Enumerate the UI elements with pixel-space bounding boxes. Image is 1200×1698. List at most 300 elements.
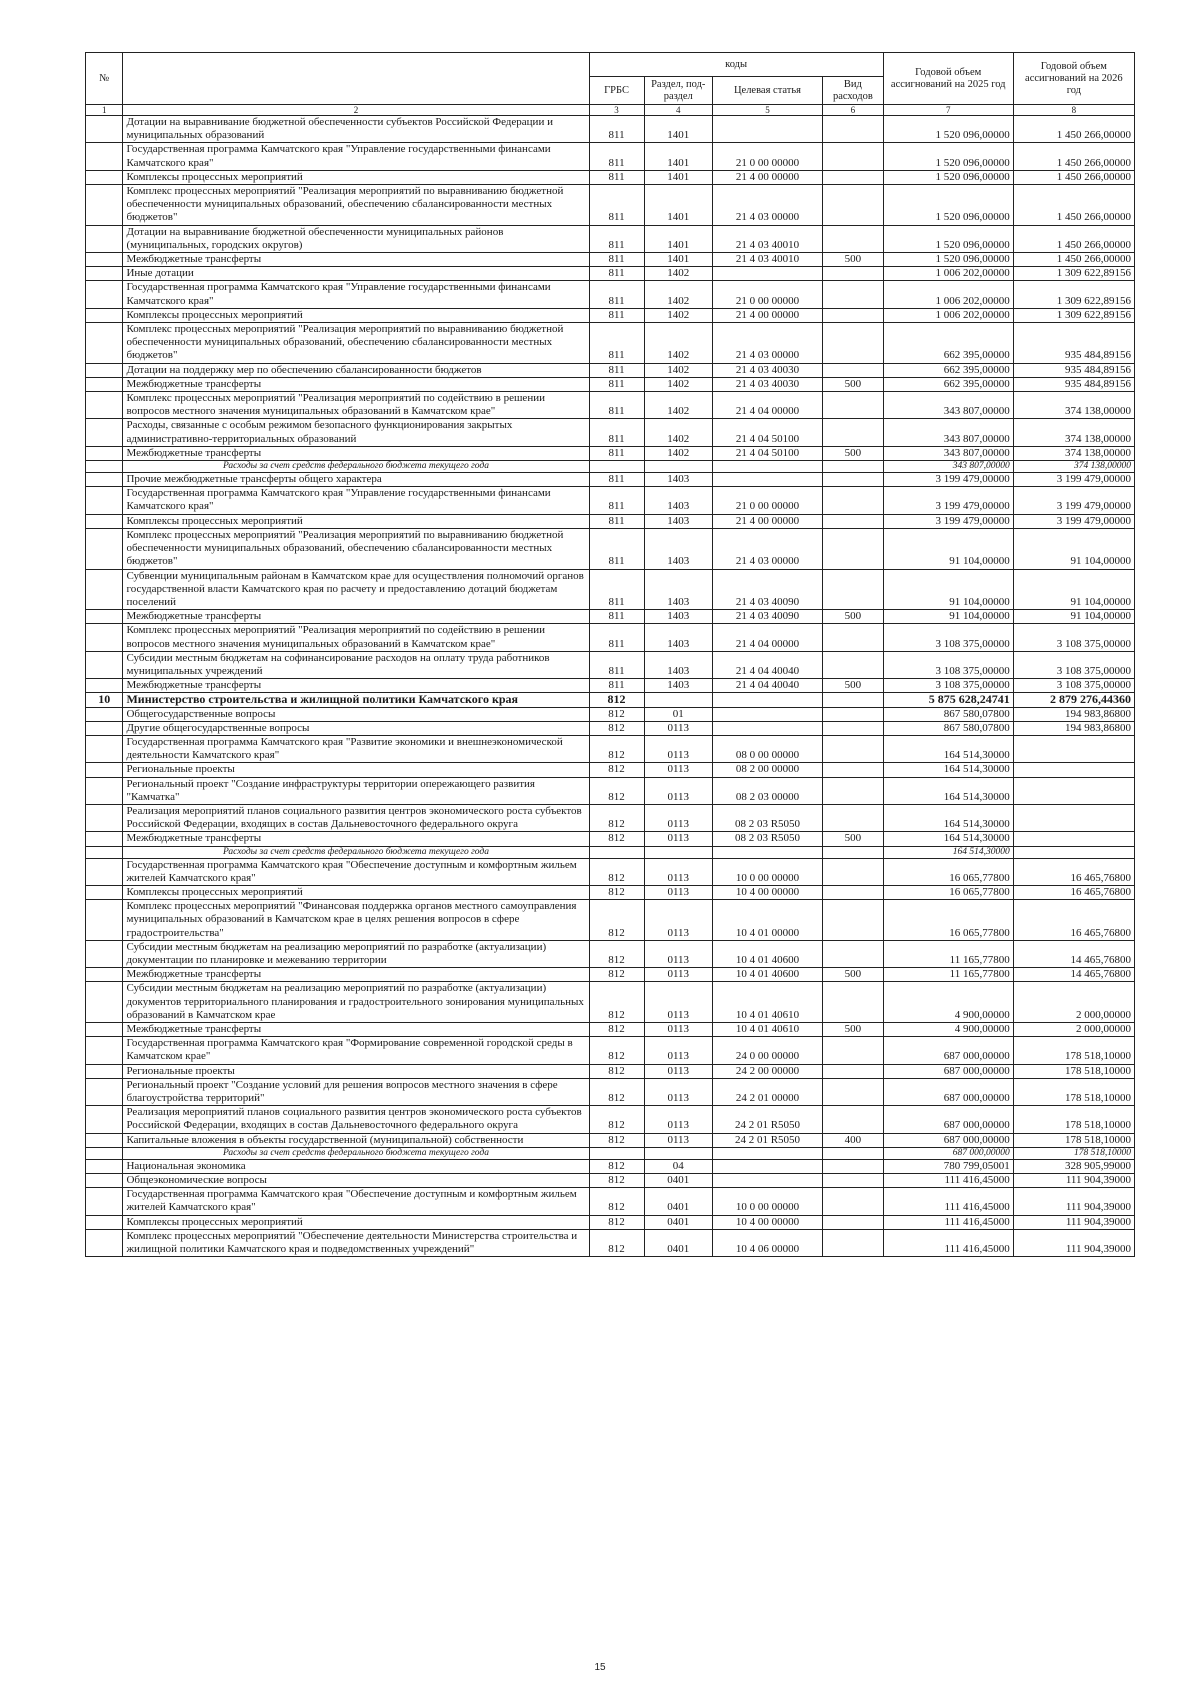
amount-2025: 343 807,00000 bbox=[883, 461, 1013, 473]
amount-2026: 194 983,86800 bbox=[1013, 721, 1134, 735]
colnum-8: 8 bbox=[1013, 105, 1134, 116]
section-code: 1403 bbox=[644, 610, 712, 624]
expense-type bbox=[823, 528, 884, 569]
expense-type bbox=[823, 940, 884, 967]
amount-2025: 164 514,30000 bbox=[883, 804, 1013, 831]
expense-name: Расходы, связанные с особым режимом безопасного функционирования закрытых административно-территориальных образований bbox=[123, 419, 589, 446]
expense-name: Общеэкономические вопросы bbox=[123, 1174, 589, 1188]
expense-name: Дотации на выравнивание бюджетной обеспеченности субъектов Российской Федерации и муниципальных образований bbox=[123, 116, 589, 143]
row-number bbox=[86, 253, 123, 267]
expense-name: Региональные проекты bbox=[123, 1064, 589, 1078]
expense-name: Межбюджетные трансферты bbox=[123, 1023, 589, 1037]
expense-type bbox=[823, 721, 884, 735]
row-number bbox=[86, 377, 123, 391]
target-article: 21 4 03 00000 bbox=[712, 323, 822, 364]
section-code: 0113 bbox=[644, 1133, 712, 1147]
row-number bbox=[86, 858, 123, 885]
amount-2026: 935 484,89156 bbox=[1013, 323, 1134, 364]
grbs-code: 812 bbox=[589, 1188, 644, 1215]
grbs-code: 812 bbox=[589, 1133, 644, 1147]
amount-2026: 374 138,00000 bbox=[1013, 446, 1134, 460]
target-article bbox=[712, 707, 822, 721]
row-number bbox=[86, 940, 123, 967]
table-row bbox=[86, 777, 1135, 804]
amount-2025: 662 395,00000 bbox=[883, 363, 1013, 377]
section-code: 1402 bbox=[644, 323, 712, 364]
section-code: 04 bbox=[644, 1159, 712, 1173]
table-row bbox=[86, 473, 1135, 487]
target-article: 10 0 00 00000 bbox=[712, 858, 822, 885]
grbs-code: 812 bbox=[589, 1215, 644, 1229]
section-code: 1403 bbox=[644, 569, 712, 610]
target-article: 08 2 03 R5050 bbox=[712, 832, 822, 846]
target-article: 21 4 00 00000 bbox=[712, 170, 822, 184]
section-code: 0113 bbox=[644, 982, 712, 1023]
amount-2025: 164 514,30000 bbox=[883, 846, 1013, 858]
expense-type: 500 bbox=[823, 1023, 884, 1037]
target-article: 10 4 06 00000 bbox=[712, 1229, 822, 1256]
table-row bbox=[86, 143, 1135, 170]
amount-2025: 91 104,00000 bbox=[883, 569, 1013, 610]
expense-type bbox=[823, 281, 884, 308]
row-number bbox=[86, 461, 123, 473]
expense-name: Региональные проекты bbox=[123, 763, 589, 777]
table-row bbox=[86, 446, 1135, 460]
expense-name: Капитальные вложения в объекты государственной (муниципальной) собственности bbox=[123, 1133, 589, 1147]
row-number bbox=[86, 651, 123, 678]
amount-2025: 164 514,30000 bbox=[883, 832, 1013, 846]
expense-type bbox=[823, 225, 884, 252]
grbs-code: 812 bbox=[589, 1159, 644, 1173]
table-row bbox=[86, 900, 1135, 941]
expense-name: Государственная программа Камчатского края "Управление государственными финансами Камчатского края" bbox=[123, 281, 589, 308]
target-article: 21 4 04 40040 bbox=[712, 651, 822, 678]
expense-name: Государственная программа Камчатского края "Обеспечение доступным и комфортным жильем жителей Камчатского края" bbox=[123, 1188, 589, 1215]
section-code: 0113 bbox=[644, 763, 712, 777]
table-row bbox=[86, 968, 1135, 982]
amount-2026: 1 450 266,00000 bbox=[1013, 253, 1134, 267]
table-row bbox=[86, 1215, 1135, 1229]
header-codes: коды bbox=[589, 53, 883, 77]
target-article bbox=[712, 116, 822, 143]
table-row bbox=[86, 116, 1135, 143]
row-number bbox=[86, 1023, 123, 1037]
table-row bbox=[86, 885, 1135, 899]
grbs-code: 811 bbox=[589, 377, 644, 391]
amount-2026: 328 905,99000 bbox=[1013, 1159, 1134, 1173]
table-row bbox=[86, 763, 1135, 777]
amount-2026 bbox=[1013, 763, 1134, 777]
expense-name: Прочие межбюджетные трансферты общего характера bbox=[123, 473, 589, 487]
amount-2025: 111 416,45000 bbox=[883, 1188, 1013, 1215]
expense-name: Государственная программа Камчатского края "Управление государственными финансами Камчатского края" bbox=[123, 487, 589, 514]
section-code: 1402 bbox=[644, 281, 712, 308]
target-article: 21 0 00 00000 bbox=[712, 487, 822, 514]
amount-2025: 687 000,00000 bbox=[883, 1147, 1013, 1159]
header-razdel: Раздел, под-раздел bbox=[644, 77, 712, 105]
row-number bbox=[86, 1159, 123, 1173]
amount-2025: 11 165,77800 bbox=[883, 940, 1013, 967]
target-article: 21 4 00 00000 bbox=[712, 514, 822, 528]
colnum-3: 3 bbox=[589, 105, 644, 116]
expense-type bbox=[823, 735, 884, 762]
expense-name: Межбюджетные трансферты bbox=[123, 968, 589, 982]
grbs-code: 812 bbox=[589, 693, 644, 707]
expense-type bbox=[823, 473, 884, 487]
amount-2026: 111 904,39000 bbox=[1013, 1174, 1134, 1188]
section-code: 0113 bbox=[644, 1037, 712, 1064]
table-row bbox=[86, 253, 1135, 267]
expense-type bbox=[823, 170, 884, 184]
row-number bbox=[86, 1174, 123, 1188]
target-article bbox=[712, 1147, 822, 1159]
expense-type bbox=[823, 569, 884, 610]
table-row bbox=[86, 982, 1135, 1023]
row-number bbox=[86, 707, 123, 721]
grbs-code: 811 bbox=[589, 487, 644, 514]
expense-name: Комплекс процессных мероприятий "Обеспечение деятельности Министерства строительства и жилищной политики Камчатского края и подведомственных учреждений" bbox=[123, 1229, 589, 1256]
grbs-code: 812 bbox=[589, 1037, 644, 1064]
budget-table-page bbox=[85, 52, 1135, 1257]
amount-2026: 1 309 622,89156 bbox=[1013, 308, 1134, 322]
amount-2025: 662 395,00000 bbox=[883, 377, 1013, 391]
grbs-code: 812 bbox=[589, 735, 644, 762]
expense-name: Министерство строительства и жилищной политики Камчатского края bbox=[123, 693, 589, 707]
amount-2026: 3 199 479,00000 bbox=[1013, 473, 1134, 487]
amount-2026: 3 199 479,00000 bbox=[1013, 514, 1134, 528]
grbs-code: 812 bbox=[589, 940, 644, 967]
target-article bbox=[712, 1159, 822, 1173]
expense-name: Региональный проект "Создание инфраструктуры территории опережающего развития "Камчатка" bbox=[123, 777, 589, 804]
target-article bbox=[712, 267, 822, 281]
expense-name: Комплекс процессных мероприятий "Реализация мероприятий по выравниванию бюджетной обеспеченности муниципальных образований, обеспечению сбалансированности местных бюджетов" bbox=[123, 323, 589, 364]
row-number bbox=[86, 763, 123, 777]
expense-type bbox=[823, 693, 884, 707]
table-row bbox=[86, 392, 1135, 419]
expense-type: 500 bbox=[823, 253, 884, 267]
expense-name: Комплекс процессных мероприятий "Реализация мероприятий по выравниванию бюджетной обеспеченности муниципальных образований, обеспечению сбалансированности местных бюджетов" bbox=[123, 185, 589, 226]
amount-2026: 935 484,89156 bbox=[1013, 377, 1134, 391]
expense-name: Межбюджетные трансферты bbox=[123, 679, 589, 693]
section-code: 0401 bbox=[644, 1174, 712, 1188]
grbs-code: 812 bbox=[589, 804, 644, 831]
table-row bbox=[86, 323, 1135, 364]
amount-2025: 1 520 096,00000 bbox=[883, 116, 1013, 143]
amount-2026: 1 309 622,89156 bbox=[1013, 267, 1134, 281]
table-row bbox=[86, 1133, 1135, 1147]
target-article: 10 4 00 00000 bbox=[712, 1215, 822, 1229]
row-number bbox=[86, 846, 123, 858]
target-article: 08 0 00 00000 bbox=[712, 735, 822, 762]
row-number bbox=[86, 323, 123, 364]
amount-2025: 343 807,00000 bbox=[883, 392, 1013, 419]
section-code: 1402 bbox=[644, 377, 712, 391]
target-article bbox=[712, 693, 822, 707]
colnum-2: 2 bbox=[123, 105, 589, 116]
header-2026: Годовой объем ассигнований на 2026 год bbox=[1013, 53, 1134, 105]
section-code: 0113 bbox=[644, 885, 712, 899]
expense-name: Государственная программа Камчатского края "Развитие экономики и внешнеэкономической деятельности Камчатского края" bbox=[123, 735, 589, 762]
expense-type bbox=[823, 1159, 884, 1173]
page-number: 15 bbox=[594, 1662, 606, 1673]
expense-type bbox=[823, 1106, 884, 1133]
section-code: 1401 bbox=[644, 253, 712, 267]
table-row bbox=[86, 281, 1135, 308]
table-body bbox=[86, 105, 1135, 1257]
amount-2026: 3 108 375,00000 bbox=[1013, 679, 1134, 693]
amount-2026: 178 518,10000 bbox=[1013, 1106, 1134, 1133]
amount-2025: 16 065,77800 bbox=[883, 858, 1013, 885]
amount-2026: 1 450 266,00000 bbox=[1013, 185, 1134, 226]
grbs-code: 812 bbox=[589, 777, 644, 804]
expense-name: Дотации на выравнивание бюджетной обеспеченности муниципальных районов (муниципальных, городских округов) bbox=[123, 225, 589, 252]
target-article bbox=[712, 846, 822, 858]
expense-name: Другие общегосударственные вопросы bbox=[123, 721, 589, 735]
amount-2026: 16 465,76800 bbox=[1013, 885, 1134, 899]
amount-2025: 687 000,00000 bbox=[883, 1133, 1013, 1147]
header-vid: Вид расходов bbox=[823, 77, 884, 105]
expense-type: 500 bbox=[823, 832, 884, 846]
amount-2026: 178 518,10000 bbox=[1013, 1147, 1134, 1159]
amount-2026: 194 983,86800 bbox=[1013, 707, 1134, 721]
amount-2025: 4 900,00000 bbox=[883, 1023, 1013, 1037]
expense-name: Дотации на поддержку мер по обеспечению сбалансированности бюджетов bbox=[123, 363, 589, 377]
amount-2026: 111 904,39000 bbox=[1013, 1215, 1134, 1229]
expense-type bbox=[823, 1174, 884, 1188]
target-article bbox=[712, 721, 822, 735]
section-code: 0113 bbox=[644, 721, 712, 735]
grbs-code: 812 bbox=[589, 858, 644, 885]
section-code: 1401 bbox=[644, 143, 712, 170]
amount-2025: 1 520 096,00000 bbox=[883, 143, 1013, 170]
expense-name: Комплекс процессных мероприятий "Реализация мероприятий по содействию в решении вопросов местного значения муниципальных образований в Камчатском крае" bbox=[123, 624, 589, 651]
amount-2025: 343 807,00000 bbox=[883, 419, 1013, 446]
section-code: 1403 bbox=[644, 487, 712, 514]
row-number bbox=[86, 281, 123, 308]
grbs-code bbox=[589, 1147, 644, 1159]
target-article: 10 4 01 40610 bbox=[712, 982, 822, 1023]
amount-2026: 178 518,10000 bbox=[1013, 1064, 1134, 1078]
grbs-code: 811 bbox=[589, 267, 644, 281]
amount-2025: 780 799,05001 bbox=[883, 1159, 1013, 1173]
section-code: 1402 bbox=[644, 363, 712, 377]
section-code bbox=[644, 461, 712, 473]
target-article: 10 4 01 40600 bbox=[712, 940, 822, 967]
section-code: 1403 bbox=[644, 473, 712, 487]
expense-type bbox=[823, 116, 884, 143]
target-article: 10 4 01 40600 bbox=[712, 968, 822, 982]
amount-2026: 91 104,00000 bbox=[1013, 528, 1134, 569]
expense-name: Государственная программа Камчатского края "Формирование современной городской среды в Камчатском крае" bbox=[123, 1037, 589, 1064]
section-code: 1403 bbox=[644, 528, 712, 569]
expense-type bbox=[823, 1064, 884, 1078]
grbs-code: 811 bbox=[589, 624, 644, 651]
grbs-code: 811 bbox=[589, 185, 644, 226]
target-article: 24 2 01 R5050 bbox=[712, 1106, 822, 1133]
expense-type bbox=[823, 419, 884, 446]
section-code: 01 bbox=[644, 707, 712, 721]
grbs-code: 812 bbox=[589, 968, 644, 982]
federal-budget-row bbox=[86, 461, 1135, 473]
table-row bbox=[86, 858, 1135, 885]
expense-type bbox=[823, 707, 884, 721]
target-article: 10 4 01 40610 bbox=[712, 1023, 822, 1037]
expense-name: Общегосударственные вопросы bbox=[123, 707, 589, 721]
row-number bbox=[86, 1188, 123, 1215]
target-article: 08 2 03 00000 bbox=[712, 777, 822, 804]
table-row bbox=[86, 419, 1135, 446]
federal-budget-row bbox=[86, 846, 1135, 858]
row-number bbox=[86, 1147, 123, 1159]
amount-2026 bbox=[1013, 832, 1134, 846]
grbs-code: 812 bbox=[589, 1023, 644, 1037]
amount-2025: 3 199 479,00000 bbox=[883, 514, 1013, 528]
section-code: 1401 bbox=[644, 116, 712, 143]
expense-type bbox=[823, 267, 884, 281]
amount-2025: 1 006 202,00000 bbox=[883, 267, 1013, 281]
expense-type bbox=[823, 1147, 884, 1159]
grbs-code: 812 bbox=[589, 832, 644, 846]
grbs-code: 812 bbox=[589, 1106, 644, 1133]
grbs-code: 811 bbox=[589, 363, 644, 377]
section-code: 1402 bbox=[644, 419, 712, 446]
grbs-code: 812 bbox=[589, 721, 644, 735]
table-row bbox=[86, 832, 1135, 846]
expense-name: Межбюджетные трансферты bbox=[123, 832, 589, 846]
header-name bbox=[123, 53, 589, 105]
colnum-6: 6 bbox=[823, 105, 884, 116]
expense-name: Субсидии местным бюджетам на реализацию мероприятий по разработке (актуализации) документов территориального планирования и градостроительного зонирования муниципальных образований в Камчатском крае bbox=[123, 982, 589, 1023]
amount-2026: 16 465,76800 bbox=[1013, 858, 1134, 885]
section-code: 1403 bbox=[644, 514, 712, 528]
target-article: 24 0 00 00000 bbox=[712, 1037, 822, 1064]
section-code: 0113 bbox=[644, 1064, 712, 1078]
expense-name: Комплексы процессных мероприятий bbox=[123, 308, 589, 322]
target-article: 21 4 03 40030 bbox=[712, 377, 822, 391]
expense-type bbox=[823, 323, 884, 364]
grbs-code: 811 bbox=[589, 651, 644, 678]
table-row bbox=[86, 651, 1135, 678]
colnum-7: 7 bbox=[883, 105, 1013, 116]
section-code: 1403 bbox=[644, 651, 712, 678]
amount-2026: 178 518,10000 bbox=[1013, 1037, 1134, 1064]
amount-2026: 1 450 266,00000 bbox=[1013, 225, 1134, 252]
expense-type: 500 bbox=[823, 679, 884, 693]
amount-2026 bbox=[1013, 777, 1134, 804]
amount-2025: 343 807,00000 bbox=[883, 446, 1013, 460]
expense-name: Межбюджетные трансферты bbox=[123, 377, 589, 391]
expense-name: Государственная программа Камчатского края "Управление государственными финансами Камчатского края" bbox=[123, 143, 589, 170]
target-article: 21 0 00 00000 bbox=[712, 281, 822, 308]
row-number bbox=[86, 1064, 123, 1078]
row-number bbox=[86, 968, 123, 982]
expense-type bbox=[823, 763, 884, 777]
row-number bbox=[86, 170, 123, 184]
section-code bbox=[644, 846, 712, 858]
grbs-code: 811 bbox=[589, 308, 644, 322]
table-row bbox=[86, 1106, 1135, 1133]
amount-2025: 687 000,00000 bbox=[883, 1106, 1013, 1133]
row-number: 10 bbox=[86, 693, 123, 707]
grbs-code: 812 bbox=[589, 707, 644, 721]
target-article: 21 4 03 40090 bbox=[712, 569, 822, 610]
amount-2025: 4 900,00000 bbox=[883, 982, 1013, 1023]
grbs-code: 811 bbox=[589, 225, 644, 252]
amount-2025: 16 065,77800 bbox=[883, 885, 1013, 899]
section-code: 0401 bbox=[644, 1188, 712, 1215]
expense-name: Межбюджетные трансферты bbox=[123, 446, 589, 460]
table-row bbox=[86, 487, 1135, 514]
grbs-code: 812 bbox=[589, 982, 644, 1023]
amount-2025: 1 006 202,00000 bbox=[883, 308, 1013, 322]
expense-name: Комплексы процессных мероприятий bbox=[123, 514, 589, 528]
target-article bbox=[712, 1174, 822, 1188]
expense-name: Национальная экономика bbox=[123, 1159, 589, 1173]
amount-2026 bbox=[1013, 735, 1134, 762]
amount-2026: 2 879 276,44360 bbox=[1013, 693, 1134, 707]
expense-name: Расходы за счет средств федерального бюджета текущего года bbox=[123, 461, 589, 473]
budget-table bbox=[85, 52, 1135, 1257]
grbs-code: 811 bbox=[589, 569, 644, 610]
expense-type bbox=[823, 804, 884, 831]
amount-2026: 374 138,00000 bbox=[1013, 419, 1134, 446]
amount-2026: 14 465,76800 bbox=[1013, 968, 1134, 982]
table-row bbox=[86, 707, 1135, 721]
table-row bbox=[86, 1037, 1135, 1064]
expense-name: Межбюджетные трансферты bbox=[123, 253, 589, 267]
expense-type bbox=[823, 1188, 884, 1215]
amount-2025: 3 199 479,00000 bbox=[883, 473, 1013, 487]
section-code: 1401 bbox=[644, 225, 712, 252]
row-number bbox=[86, 1078, 123, 1105]
expense-name: Комплекс процессных мероприятий "Реализация мероприятий по содействию в решении вопросов местного значения муниципальных образований в Камчатском крае" bbox=[123, 392, 589, 419]
header-num: № bbox=[86, 53, 123, 105]
grbs-code: 811 bbox=[589, 170, 644, 184]
expense-name: Субсидии местным бюджетам на реализацию мероприятий по разработке (актуализации) документации по планировке и межеванию территории bbox=[123, 940, 589, 967]
expense-name: Комплекс процессных мероприятий "Реализация мероприятий по выравниванию бюджетной обеспеченности муниципальных образований, обеспечению сбалансированности местных бюджетов" bbox=[123, 528, 589, 569]
row-number bbox=[86, 885, 123, 899]
expense-type: 500 bbox=[823, 610, 884, 624]
target-article: 21 4 04 00000 bbox=[712, 392, 822, 419]
target-article bbox=[712, 461, 822, 473]
table-row bbox=[86, 267, 1135, 281]
row-number bbox=[86, 116, 123, 143]
grbs-code: 811 bbox=[589, 323, 644, 364]
table-row bbox=[86, 185, 1135, 226]
target-article: 24 2 01 00000 bbox=[712, 1078, 822, 1105]
section-code: 1403 bbox=[644, 679, 712, 693]
grbs-code: 811 bbox=[589, 473, 644, 487]
amount-2025: 687 000,00000 bbox=[883, 1078, 1013, 1105]
table-row bbox=[86, 693, 1135, 707]
expense-type bbox=[823, 777, 884, 804]
expense-type bbox=[823, 308, 884, 322]
expense-name: Расходы за счет средств федерального бюджета текущего года bbox=[123, 846, 589, 858]
amount-2025: 1 520 096,00000 bbox=[883, 225, 1013, 252]
amount-2025: 867 580,07800 bbox=[883, 707, 1013, 721]
expense-name: Комплексы процессных мероприятий bbox=[123, 885, 589, 899]
section-code: 0113 bbox=[644, 1078, 712, 1105]
amount-2025: 1 006 202,00000 bbox=[883, 281, 1013, 308]
amount-2026: 111 904,39000 bbox=[1013, 1229, 1134, 1256]
table-row bbox=[86, 1064, 1135, 1078]
target-article bbox=[712, 473, 822, 487]
grbs-code: 812 bbox=[589, 885, 644, 899]
target-article: 24 2 00 00000 bbox=[712, 1064, 822, 1078]
expense-type bbox=[823, 885, 884, 899]
colnum-4: 4 bbox=[644, 105, 712, 116]
expense-name: Расходы за счет средств федерального бюджета текущего года bbox=[123, 1147, 589, 1159]
